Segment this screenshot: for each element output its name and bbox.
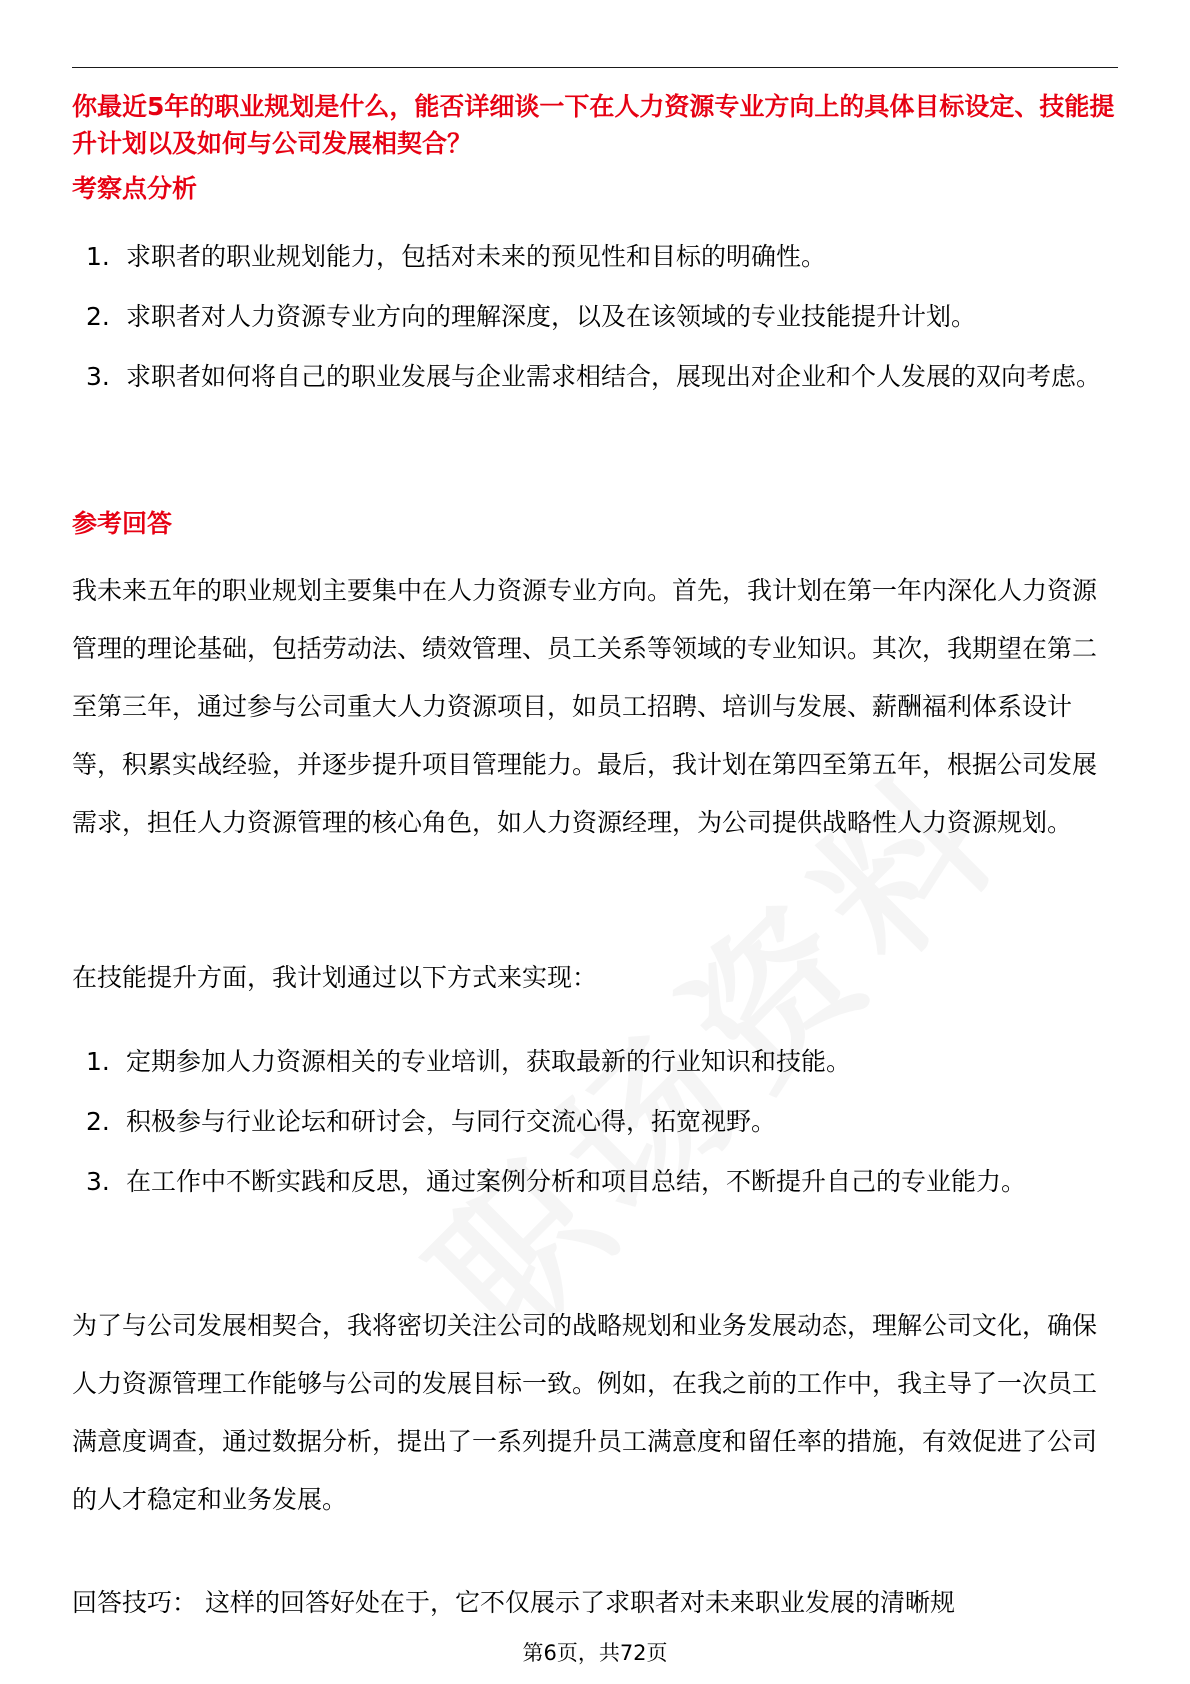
list-item <box>72 1032 1118 1092</box>
list-number: 3. <box>86 1167 110 1196</box>
question-title: 你最近5年的职业规划是什么，能否详细谈一下在人力资源专业方向上的具体目标设定、技能提升计划以及如何与公司发展相契合？ <box>72 92 1115 158</box>
analysis-heading: 考察点分析 <box>72 174 198 203</box>
analysis-list <box>72 227 1118 407</box>
top-divider <box>72 67 1118 68</box>
list-item <box>72 1152 1118 1212</box>
page-number: 第6页，共72页 <box>522 1641 668 1665</box>
answer-heading: 参考回答 <box>72 509 173 538</box>
list-number: 2. <box>86 302 110 331</box>
list-number: 2. <box>86 1107 110 1136</box>
tips-paragraph: 回答技巧： 这样的回答好处在于，它不仅展示了求职者对未来职业发展的清晰规 <box>72 1588 955 1617</box>
list-item-text: 求职者对人力资源专业方向的理解深度，以及在该领域的专业技能提升计划。 <box>126 302 977 331</box>
list-number: 1. <box>86 1047 110 1076</box>
list-number: 3. <box>86 362 110 391</box>
list-item <box>72 287 1118 347</box>
list-item <box>72 1092 1118 1152</box>
answer-paragraph: 我未来五年的职业规划主要集中在人力资源专业方向。首先，我计划在第一年内深化人力资源管理的理论基础，包括劳动法、绩效管理、员工关系等领域的专业知识。其次，我期望在第二至第三年，通过参与公司重大人力资源项目，如员工招聘、培训与发展、薪酬福利体系设计等，积累实战经验，并逐步提升项目管理能力。最后，我计划在第四至第五年，根据公司发展需求，担任人力资源管理的核心角色，如人力资源经理，为公司提供战略性人力资源规划。 <box>72 576 1098 837</box>
list-item-text: 定期参加人力资源相关的专业培训，获取最新的行业知识和技能。 <box>126 1047 852 1076</box>
list-item <box>72 347 1118 407</box>
list-item-text: 求职者的职业规划能力，包括对未来的预见性和目标的明确性。 <box>126 242 827 271</box>
skills-intro: 在技能提升方面，我计划通过以下方式来实现： <box>72 963 598 992</box>
list-item-text: 在工作中不断实践和反思，通过案例分析和项目总结，不断提升自己的专业能力。 <box>126 1167 1027 1196</box>
alignment-paragraph: 为了与公司发展相契合，我将密切关注公司的战略规划和业务发展动态，理解公司文化，确保人力资源管理工作能够与公司的发展目标一致。例如，在我之前的工作中，我主导了一次员工满意度调查，通过数据分析，提出了一系列提升员工满意度和留任率的措施，有效促进了公司的人才稳定和业务发展。 <box>72 1311 1098 1514</box>
list-item <box>72 227 1118 287</box>
list-item-text: 求职者如何将自己的职业发展与企业需求相结合，展现出对企业和个人发展的双向考虑。 <box>126 362 1102 391</box>
list-item-text: 积极参与行业论坛和研讨会，与同行交流心得，拓宽视野。 <box>126 1107 777 1136</box>
list-number: 1. <box>86 242 110 271</box>
skills-list <box>72 1032 1118 1212</box>
